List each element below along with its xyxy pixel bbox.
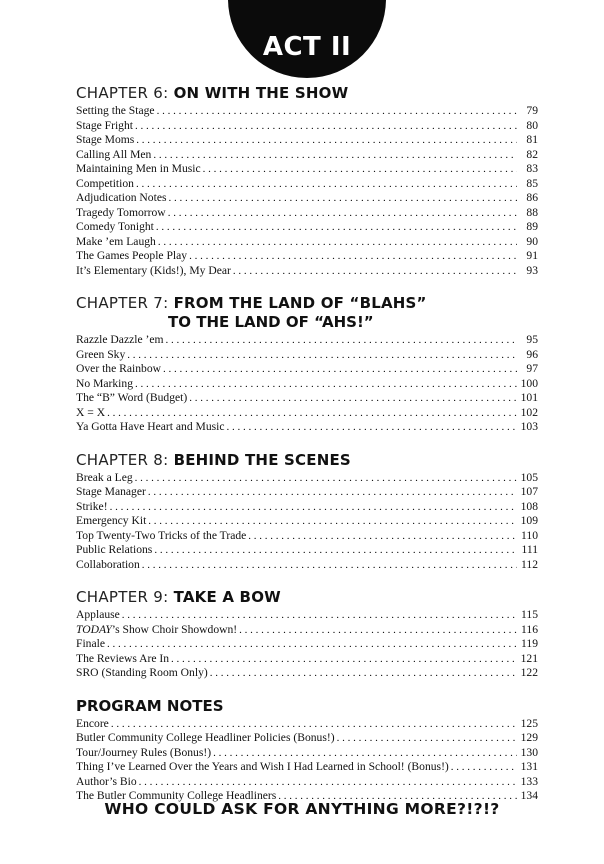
entry-page-number: 82 — [526, 147, 538, 161]
entry-page-number: 111 — [521, 543, 538, 556]
dot-leader — [107, 637, 517, 652]
toc-entry — [76, 104, 538, 119]
entry-page-number: 121 — [520, 651, 538, 665]
entry-title-text: Applause — [76, 608, 120, 621]
chapter-title: FROM THE LAND OF “BLAHS” — [173, 294, 427, 312]
chapter-number: CHAPTER 7: — [76, 294, 174, 312]
entry-page-number: 83 — [526, 162, 538, 175]
entry-page-number: 105 — [520, 470, 538, 484]
entry-title-text: Finale — [76, 637, 105, 650]
entry-page-number: 116 — [521, 622, 538, 636]
entry-title-text: Stage Manager — [76, 485, 146, 498]
entry-title — [76, 471, 133, 486]
entry-title-text: Make ’em Laugh — [76, 234, 156, 248]
entry-title-italic: TODAY — [76, 622, 112, 636]
toc-entry — [76, 558, 538, 573]
dot-leader — [139, 775, 517, 790]
entry-title-text: The Butler Community College Headliners — [76, 789, 277, 802]
dot-leader — [148, 485, 517, 500]
toc-entry — [76, 119, 538, 134]
entry-title — [76, 220, 154, 235]
chapter-heading — [76, 294, 538, 332]
dot-leader — [166, 333, 517, 348]
entry-title — [76, 133, 134, 148]
dot-leader — [127, 348, 517, 363]
toc-entry — [76, 652, 538, 667]
dot-leader — [153, 148, 517, 163]
dot-leader — [168, 191, 517, 206]
toc-entry — [76, 406, 538, 421]
entry-title-text: Break a Leg — [76, 470, 133, 484]
entry-title — [76, 119, 133, 134]
toc-entry — [76, 623, 538, 638]
entry-title-text: Top Twenty-Two Tricks of the Trade — [76, 528, 247, 542]
chapter-heading — [76, 84, 538, 103]
entry-page-number: 96 — [526, 347, 538, 361]
entry-title-text: Stage Moms — [76, 133, 135, 146]
entry-title-text: ’s Show Choir Showdown! — [111, 622, 238, 636]
entry-title — [76, 177, 134, 192]
entry-page-number: 80 — [526, 118, 538, 132]
entry-page-number: 110 — [521, 528, 538, 542]
entry-title — [76, 760, 449, 775]
entry-title-text: Setting the Stage — [76, 104, 155, 117]
chapter-title: BEHIND THE SCENES — [173, 450, 351, 469]
dot-leader — [203, 162, 517, 177]
dot-leader — [248, 529, 517, 544]
toc-entry — [76, 543, 538, 558]
dot-leader — [156, 220, 517, 235]
entry-page-number: 122 — [520, 666, 538, 679]
entry-page-number: 103 — [520, 420, 538, 433]
dot-leader — [239, 623, 517, 638]
entry-page-number: 85 — [526, 176, 538, 190]
entry-title — [76, 666, 208, 681]
entry-page-number: 100 — [520, 376, 538, 390]
entry-title-text: Collaboration — [76, 557, 140, 571]
dot-leader — [107, 406, 517, 421]
toc-entry — [76, 206, 538, 221]
toc-entry — [76, 485, 538, 500]
toc-entry — [76, 333, 538, 348]
entry-page-number: 134 — [520, 789, 538, 802]
toc-entry — [76, 760, 538, 775]
toc-entry — [76, 391, 538, 406]
dot-leader — [337, 731, 517, 746]
toc-entry — [76, 731, 538, 746]
dot-leader — [122, 608, 517, 623]
entry-page-number: 125 — [520, 716, 538, 730]
entry-title — [76, 406, 105, 421]
entry-title — [76, 377, 133, 392]
entry-title — [76, 543, 152, 558]
entry-page-number: 81 — [526, 133, 538, 146]
entry-title-text: Thing I’ve Learned Over the Years and Wish I Had Learned in School! (Bonus!) — [76, 760, 449, 773]
dot-leader — [154, 543, 517, 558]
entry-page-number: 112 — [521, 557, 538, 571]
chapter-title: TAKE A BOW — [173, 588, 281, 606]
entry-title — [76, 264, 231, 279]
entry-title — [76, 206, 166, 221]
toc-entry — [76, 362, 538, 377]
entry-title-text: Green Sky — [76, 347, 126, 361]
entry-page-number: 89 — [526, 220, 538, 233]
entry-title — [76, 717, 109, 732]
dot-leader — [227, 420, 517, 435]
entry-page-number: 79 — [526, 104, 538, 117]
entry-page-number: 109 — [520, 514, 538, 527]
entry-title-text: Over the Rainbow — [76, 362, 162, 375]
entry-title — [76, 514, 146, 529]
toc-entry — [76, 264, 538, 279]
entry-page-number: 107 — [520, 485, 538, 498]
chapter-title-line2: TO THE LAND OF “AHS!” — [168, 313, 374, 331]
entry-title — [76, 623, 237, 638]
table-of-contents — [76, 84, 538, 820]
toc-entry — [76, 249, 538, 264]
entry-page-number: 108 — [520, 499, 538, 513]
entry-page-number: 93 — [526, 263, 538, 277]
entry-title — [76, 191, 166, 206]
entry-title-text: SRO (Standing Room Only) — [76, 666, 208, 679]
chapter-section — [76, 451, 538, 573]
toc-entry — [76, 348, 538, 363]
entry-title-text: Strike! — [76, 499, 108, 513]
program-notes-section — [76, 697, 538, 804]
toc-entry — [76, 666, 538, 681]
entry-page-number: 133 — [520, 774, 538, 788]
program-notes-heading: PROGRAM NOTES — [76, 696, 224, 715]
entry-title — [76, 235, 156, 250]
dot-leader — [233, 264, 517, 279]
entry-title — [76, 529, 246, 544]
dot-leader — [136, 177, 517, 192]
dot-leader — [135, 471, 517, 486]
dot-leader — [213, 746, 517, 761]
entry-title-text: Ya Gotta Have Heart and Music — [76, 420, 225, 433]
entry-title-text: Razzle Dazzle ’em — [76, 333, 164, 346]
entry-title — [76, 391, 187, 406]
chapter-section — [76, 588, 538, 681]
entry-title — [76, 500, 108, 515]
entry-title-text: Competition — [76, 176, 134, 190]
dot-leader — [148, 514, 517, 529]
toc-entry — [76, 162, 538, 177]
entry-page-number: 97 — [526, 362, 538, 375]
entry-title-text: Encore — [76, 716, 109, 730]
toc-entry — [76, 529, 538, 544]
dot-leader — [157, 104, 517, 119]
toc-entry — [76, 608, 538, 623]
entry-title — [76, 333, 164, 348]
entry-title-text: Calling All Men — [76, 147, 152, 161]
toc-entry — [76, 717, 538, 732]
entry-title — [76, 104, 155, 119]
entry-title-text: Emergency Kit — [76, 514, 147, 527]
entry-title-text: The “B” Word (Budget) — [76, 391, 188, 404]
dot-leader — [111, 717, 517, 732]
entry-title-text: Stage Fright — [76, 118, 134, 132]
dot-leader — [110, 500, 517, 515]
chapter-number: CHAPTER 9: — [76, 588, 174, 606]
toc-entry — [76, 133, 538, 148]
entry-page-number: 91 — [526, 249, 538, 262]
entry-page-number: 115 — [521, 608, 538, 621]
entry-title — [76, 746, 211, 761]
entry-title — [76, 775, 137, 790]
chapter-section — [76, 294, 538, 435]
entry-title — [76, 162, 201, 177]
toc-entry — [76, 191, 538, 206]
entry-title-text: The Games People Play — [76, 249, 188, 262]
chapter-number: CHAPTER 8: — [76, 450, 174, 469]
toc-entry — [76, 637, 538, 652]
entry-title-text: Maintaining Men in Music — [76, 162, 201, 175]
entry-title-text: No Marking — [76, 376, 133, 390]
act-title: ACT II — [262, 32, 352, 62]
dot-leader — [210, 666, 517, 681]
entry-title — [76, 362, 161, 377]
entry-title-text: Adjudication Notes — [76, 191, 167, 204]
entry-title — [76, 420, 225, 435]
closing-line: WHO COULD ASK FOR ANYTHING MORE?!?!? — [104, 800, 500, 818]
entry-title — [76, 558, 140, 573]
toc-entry — [76, 220, 538, 235]
toc-entry — [76, 471, 538, 486]
chapter-title: ON WITH THE SHOW — [173, 84, 349, 102]
dot-leader — [189, 391, 517, 406]
dot-leader — [135, 377, 517, 392]
entry-title-text: Tragedy Tomorrow — [76, 205, 166, 219]
toc-entry — [76, 746, 538, 761]
entry-title — [76, 249, 187, 264]
toc-entry — [76, 235, 538, 250]
dot-leader — [451, 760, 517, 775]
entry-title-text: Tour/Journey Rules (Bonus!) — [76, 745, 212, 759]
dot-leader — [136, 133, 517, 148]
entry-title-text: Public Relations — [76, 543, 153, 556]
toc-entry — [76, 500, 538, 515]
chapter-section — [76, 84, 538, 278]
chapter-number: CHAPTER 6: — [76, 84, 174, 102]
dot-leader — [168, 206, 517, 221]
entry-title — [76, 485, 146, 500]
dot-leader — [158, 235, 517, 250]
entry-page-number: 131 — [520, 760, 538, 773]
entry-title — [76, 731, 335, 746]
entry-title-text: Butler Community College Headliner Policies (Bonus!) — [76, 731, 335, 744]
toc-entry — [76, 148, 538, 163]
toc-entry — [76, 775, 538, 790]
entry-page-number: 95 — [526, 333, 538, 346]
entry-page-number: 101 — [520, 391, 538, 404]
entry-title-text: X = X — [76, 405, 106, 419]
entry-title — [76, 148, 151, 163]
entry-page-number: 130 — [520, 745, 538, 759]
toc-entry — [76, 514, 538, 529]
entry-title-text: The Reviews Are In — [76, 651, 170, 665]
entry-title — [76, 348, 125, 363]
toc-entry — [76, 177, 538, 192]
entry-page-number: 119 — [521, 637, 538, 650]
entry-title-text: Comedy Tonight — [76, 220, 154, 233]
dot-leader — [189, 249, 517, 264]
chapter-heading — [76, 451, 538, 470]
entry-page-number: 102 — [520, 405, 538, 419]
entry-title-text: It’s Elementary (Kids!), My Dear — [76, 263, 231, 277]
dot-leader — [163, 362, 517, 377]
entry-page-number: 90 — [526, 234, 538, 248]
entry-title-text: Author’s Bio — [76, 774, 137, 788]
entry-page-number: 86 — [526, 191, 538, 204]
entry-title — [76, 637, 105, 652]
entry-title — [76, 652, 169, 667]
entry-page-number: 88 — [526, 205, 538, 219]
toc-entry — [76, 377, 538, 392]
chapter-heading — [76, 588, 538, 607]
toc-entry — [76, 420, 538, 435]
entry-page-number: 129 — [520, 731, 538, 744]
dot-leader — [142, 558, 517, 573]
dot-leader — [135, 119, 517, 134]
dot-leader — [171, 652, 517, 667]
entry-title — [76, 608, 120, 623]
